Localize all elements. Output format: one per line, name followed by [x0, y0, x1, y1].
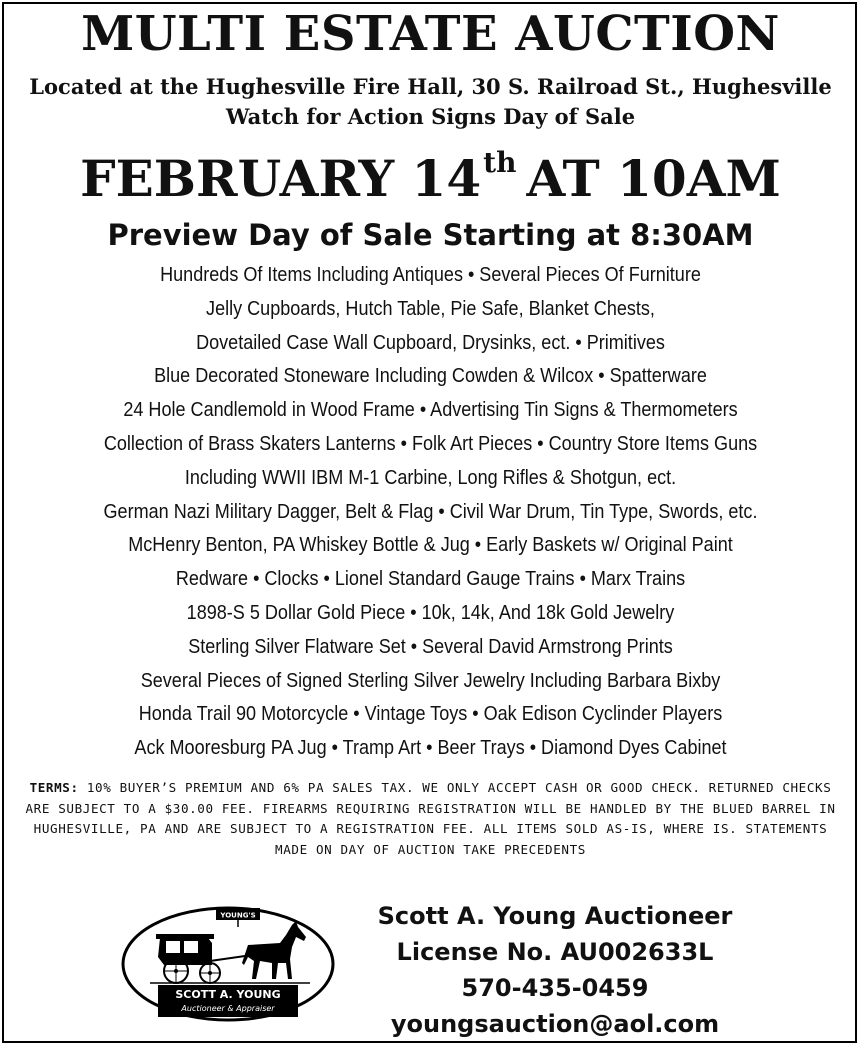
- auction-title: MULTI ESTATE AUCTION: [81, 6, 780, 62]
- list-item: Honda Trail 90 Motorcycle • Vintage Toys • Oak Edison Cyclinder Players: [138, 702, 723, 726]
- date-month-day: FEBRUARY 14: [80, 149, 482, 208]
- list-item: 1898-S 5 Dollar Gold Piece • 10k, 14k, And 18k Gold Jewelry: [186, 600, 675, 624]
- list-item: Redware • Clocks • Lionel Standard Gauge Trains • Marx Trains: [175, 567, 686, 591]
- terms-text: 10% BUYER’S PREMIUM AND 6% PA SALES TAX. WE ONLY ACCEPT CASH OR GOOD CHECK. RETURNED CHECKS ARE SUBJECT TO A $30.00 FEE. FIREARMS REQUIRING REGISTRATION WILL BE HANDLED BY THE BLUED BARREL IN HUGHESVILLE, PA AND ARE SUBJECT TO A REGISTRATION FEE. ALL ITEMS SOLD AS-IS, WHERE IS. STATEMENTS MADE ON DAY OF AUCTION TAKE PRECEDENTS: [25, 780, 836, 857]
- date-time: AT 10AM: [526, 149, 781, 208]
- auctioneer-logo: [120, 905, 336, 1023]
- list-item: Jelly Cupboards, Hutch Table, Pie Safe, Blanket Chests,: [206, 296, 655, 320]
- terms-label: TERMS:: [29, 780, 79, 795]
- list-item: Hundreds Of Items Including Antiques • Several Pieces Of Furniture: [160, 263, 701, 286]
- list-item: Ack Mooresburg PA Jug • Tramp Art • Beer Trays • Diamond Dyes Cabinet: [134, 736, 727, 760]
- location-line: Located at the Hughesville Fire Hall, 30 S. Railroad St., Hughesville: [29, 74, 832, 99]
- logo-name: SCOTT A. YOUNG: [175, 988, 281, 1001]
- logo-tagline: Auctioneer & Appraiser: [181, 1004, 275, 1013]
- horse-and-carriage-icon: [120, 905, 336, 1023]
- list-item: German Nazi Military Dagger, Belt & Flag • Civil War Drum, Tin Type, Swords, etc.: [103, 499, 758, 523]
- terms-block: [16, 778, 845, 860]
- list-item: Dovetailed Case Wall Cupboard, Drysinks, ect. • Primitives: [196, 330, 665, 354]
- list-item: Including WWII IBM M-1 Carbine, Long Rifles & Shotgun, ect.: [184, 465, 677, 489]
- signs-line: Watch for Action Signs Day of Sale: [225, 104, 636, 129]
- list-item: 24 Hole Candlemold in Wood Frame • Advertising Tin Signs & Thermometers: [123, 398, 738, 422]
- phone-number: 570-435-0459: [461, 974, 649, 1002]
- list-item: Collection of Brass Skaters Lanterns • Folk Art Pieces • Country Store Items Guns: [103, 431, 758, 455]
- list-item: Several Pieces of Signed Sterling Silver Jewelry Including Barbara Bixby: [140, 668, 721, 692]
- list-item: Sterling Silver Flatware Set • Several David Armstrong Prints: [188, 634, 673, 658]
- email-address: youngsauction@aol.com: [390, 1010, 720, 1038]
- date-suffix: th: [483, 146, 517, 179]
- contact-block: [355, 898, 755, 1042]
- auction-date: [0, 146, 861, 208]
- item-list: [52, 258, 810, 765]
- list-item: McHenry Benton, PA Whiskey Bottle & Jug • Early Baskets w/ Original Paint: [128, 533, 733, 557]
- logo-sign-text: YOUNG'S: [220, 911, 256, 920]
- list-item: Blue Decorated Stoneware Including Cowden & Wilcox • Spatterware: [154, 364, 707, 388]
- preview-line: Preview Day of Sale Starting at 8:30AM: [107, 218, 754, 252]
- auctioneer-name: Scott A. Young Auctioneer: [377, 902, 733, 930]
- license-number: License No. AU002633L: [396, 938, 714, 966]
